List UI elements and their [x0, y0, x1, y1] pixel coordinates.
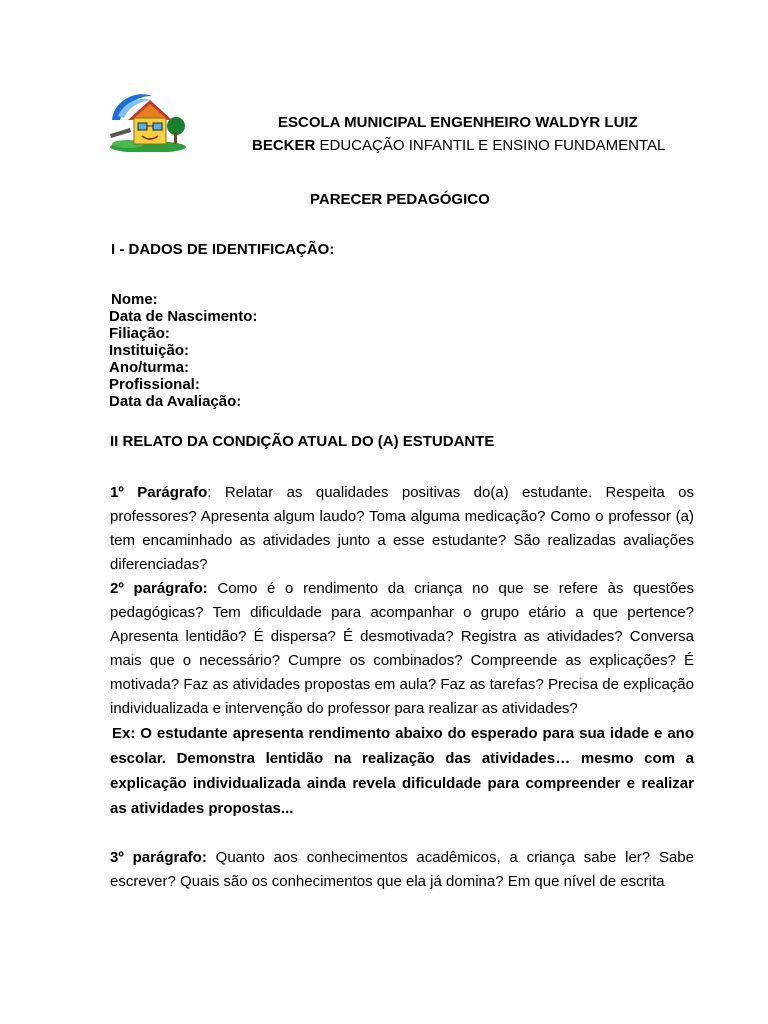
school-name-bold: BECKER: [252, 137, 316, 154]
field-instituicao: Instituição:: [109, 342, 190, 359]
field-data-avaliacao: Data da Avaliação:: [109, 393, 242, 410]
field-data-nascimento: Data de Nascimento:: [109, 308, 258, 325]
field-nome: Nome:: [111, 291, 158, 308]
paragraph-3-text: Quanto aos conhecimentos acadêmicos, a criança sabe ler? Sabe escrever? Quais são os conhecimentos que ela já domina? Em que nível de escrita: [110, 849, 694, 890]
section1-heading: I - DADOS DE IDENTIFICAÇÃO:: [111, 241, 335, 258]
paragraph-2-label: 2º parágrafo:: [110, 580, 208, 597]
paragraph-1-text: : Relatar as qualidades positivas do(a) estudante. Respeita os professores? Apresenta algum laudo? Toma alguma medicação? Como o professor (a) tem encaminhado as atividades junto a esse estudante? São realizadas avaliações diferenciadas?: [110, 484, 694, 573]
field-ano-turma: Ano/turma:: [109, 359, 189, 376]
paragraph-2: [110, 577, 694, 721]
school-house-logo: [108, 90, 188, 152]
paragraph-1: [110, 481, 694, 577]
paragraph-3: [110, 846, 694, 894]
paragraph-1-label: 1º Parágrafo: [110, 484, 208, 501]
school-name-line2: [252, 137, 665, 154]
school-name-rest: EDUCAÇÃO INFANTIL E ENSINO FUNDAMENTAL: [315, 137, 666, 154]
section2-heading: II RELATO DA CONDIÇÃO ATUAL DO (A) ESTUDANTE: [110, 433, 495, 450]
school-name-line1: ESCOLA MUNICIPAL ENGENHEIRO WALDYR LUIZ: [278, 114, 638, 131]
paragraph-gap: [110, 821, 694, 846]
example-paragraph: [110, 721, 694, 821]
paragraph-3-label: 3º parágrafo:: [110, 849, 207, 866]
field-filiacao: Filiação:: [109, 325, 170, 342]
example-text: Ex: O estudante apresenta rendimento abaixo do esperado para sua idade e ano escolar. Demonstra lentidão na realização das atividades… mesmo com a explicação individualizada ainda revela dificuldade para compreender e realizar as atividades propostas...: [110, 725, 694, 817]
identification-fields: [109, 291, 257, 410]
field-profissional: Profissional:: [109, 376, 200, 393]
document-title: PARECER PEDAGÓGICO: [310, 191, 490, 208]
section2-body: [110, 481, 694, 894]
paragraph-2-text: Como é o rendimento da criança no que se refere às questões pedagógicas? Tem dificuldade para acompanhar o grupo etário a que pertence? Apresenta lentidão? É dispersa? É desmotivada? Registra as atividades? Conversa mais que o necessário? Cumpre os combinados? Compreende as explicações? É motivada? Faz as atividades propostas em aula? Faz as tarefas? Precisa de explicação individualizada e intervenção do professor para realizar as atividades?: [110, 580, 695, 717]
